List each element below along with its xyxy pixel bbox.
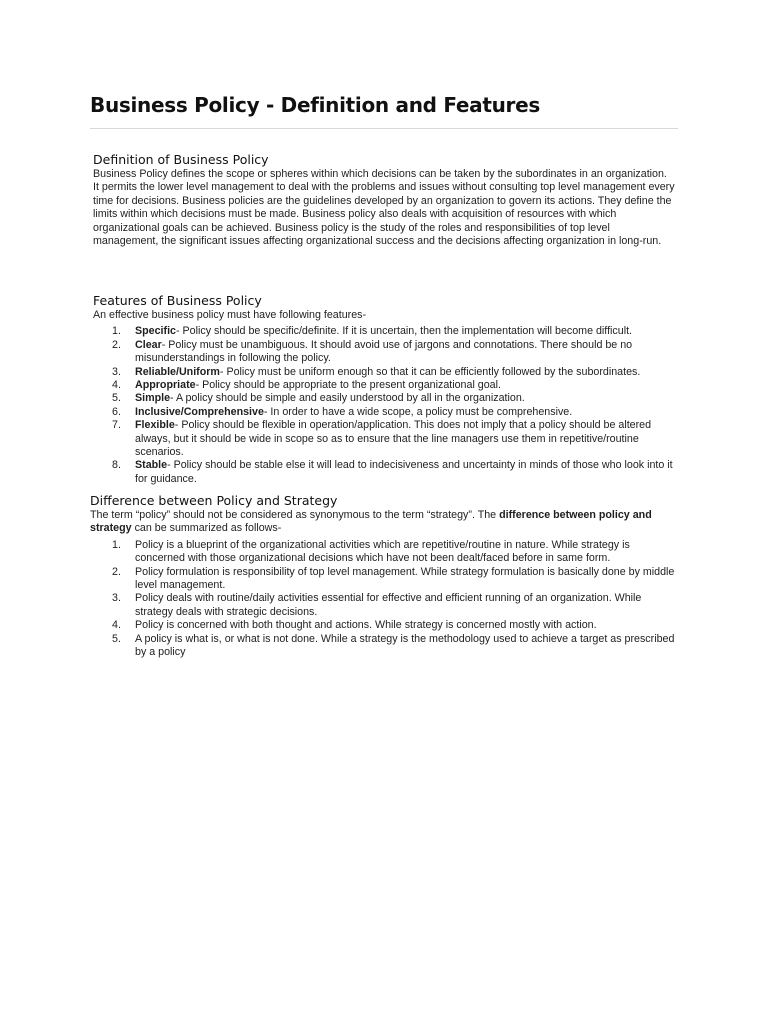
features-intro: An effective business policy must have following features- bbox=[93, 309, 367, 321]
feature-term: Specific bbox=[135, 325, 176, 338]
difference-intro-text-end: can be summarized as follows- bbox=[131, 522, 282, 535]
list-item-number: 4. bbox=[112, 619, 121, 632]
list-item bbox=[93, 392, 675, 405]
difference-intro bbox=[90, 509, 675, 536]
list-item-number: 4. bbox=[112, 379, 121, 392]
difference-intro-bold: difference between policy and strategy bbox=[90, 509, 652, 535]
list-item bbox=[90, 592, 675, 619]
list-item-number: 3. bbox=[112, 365, 121, 378]
difference-text: Policy is concerned with both thought and actions. While strategy is concerned mostly with action. bbox=[135, 619, 597, 632]
features-heading: Features of Business Policy bbox=[93, 293, 262, 308]
list-item-number: 1. bbox=[112, 325, 121, 338]
list-item bbox=[90, 633, 675, 660]
difference-list bbox=[90, 539, 675, 660]
page-title: Business Policy - Definition and Features bbox=[90, 93, 540, 117]
list-item-number: 5. bbox=[112, 632, 121, 645]
list-item-number: 2. bbox=[112, 565, 121, 578]
list-item bbox=[90, 619, 675, 632]
feature-term: Reliable/Uniform bbox=[135, 365, 220, 378]
feature-text: - Policy must be uniform enough so that it can be efficiently followed by the subordinates. bbox=[219, 365, 641, 378]
difference-text: Policy is a blueprint of the organizational activities which are repetitive/routine in nature. While strategy is concerned with those organizational decisions which have not been dealt/faced before in same form. bbox=[135, 538, 630, 565]
list-item-number: 3. bbox=[112, 592, 121, 605]
list-item bbox=[90, 539, 675, 566]
feature-text: - Policy should be stable else it will lead to indecisiveness and uncertainty in minds of those who look into it for guidance. bbox=[135, 459, 673, 485]
feature-text: - Policy should be flexible in operation/application. This does not imply that a policy should be altered always, but it should be wide in scope so as to ensure that the line managers use them in repetitive/routine scenarios. bbox=[135, 419, 652, 459]
difference-text: Policy deals with routine/daily activities essential for effective and efficient running of an organization. While strategy deals with strategic decisions. bbox=[135, 592, 642, 618]
difference-text: Policy formulation is responsibility of top level management. While strategy formulation is basically done by middle level management. bbox=[135, 565, 675, 592]
feature-term: Clear bbox=[135, 338, 162, 351]
definition-section bbox=[93, 152, 675, 248]
definition-body: Business Policy defines the scope or spheres within which decisions can be taken by the subordinates in an organization. It permits the lower level management to deal with the problems and issues without consulting top level management every time for decisions. Business policies are the guidelines developed by an organization to govern its actions. They define the limits within which decisions must be made. Business policy also deals with acquisition of resources with which organizational goals can be achieved. Business policy is the study of the roles and responsibilities of top level management, the significant issues affecting organizational success and the decisions affecting organization in long-run. bbox=[93, 168, 675, 248]
feature-text: - In order to have a wide scope, a policy must be comprehensive. bbox=[263, 405, 573, 418]
definition-heading: Definition of Business Policy bbox=[93, 152, 269, 167]
feature-text: - A policy should be simple and easily understood by all in the organization. bbox=[170, 392, 525, 405]
title-divider bbox=[90, 128, 678, 129]
list-item bbox=[93, 339, 675, 366]
feature-text: - Policy should be specific/definite. If it is uncertain, then the implementation will become difficult. bbox=[176, 325, 633, 338]
list-item-number: 1. bbox=[112, 538, 121, 551]
list-item-number: 7. bbox=[112, 419, 121, 432]
list-item-number: 8. bbox=[112, 459, 121, 472]
feature-text: - Policy must be unambiguous. It should avoid use of jargons and connotations. There should be no misunderstandings in following the policy. bbox=[135, 338, 633, 365]
feature-term: Simple bbox=[135, 392, 171, 405]
feature-term: Stable bbox=[135, 459, 168, 472]
list-item bbox=[93, 325, 675, 338]
list-item bbox=[93, 459, 675, 486]
features-list bbox=[93, 325, 675, 486]
feature-term: Flexible bbox=[135, 419, 175, 432]
difference-intro-text: The term “policy” should not be considered as synonymous to the term “strategy”. The bbox=[90, 509, 500, 521]
list-item bbox=[93, 419, 675, 459]
difference-heading: Difference between Policy and Strategy bbox=[90, 493, 338, 508]
list-item bbox=[90, 566, 675, 593]
list-item bbox=[93, 366, 675, 379]
list-item-number: 2. bbox=[112, 338, 121, 351]
feature-term: Inclusive/Comprehensive bbox=[135, 405, 264, 418]
list-item-number: 5. bbox=[112, 392, 121, 405]
difference-text: A policy is what is, or what is not done. While a strategy is the methodology used to achieve a target as prescribed by a policy bbox=[135, 632, 675, 659]
features-section bbox=[93, 293, 675, 486]
feature-term: Appropriate bbox=[135, 379, 196, 392]
list-item bbox=[93, 406, 675, 419]
difference-section bbox=[90, 493, 675, 659]
list-item bbox=[93, 379, 675, 392]
feature-text: - Policy should be appropriate to the present organizational goal. bbox=[195, 379, 501, 392]
list-item-number: 6. bbox=[112, 405, 121, 418]
